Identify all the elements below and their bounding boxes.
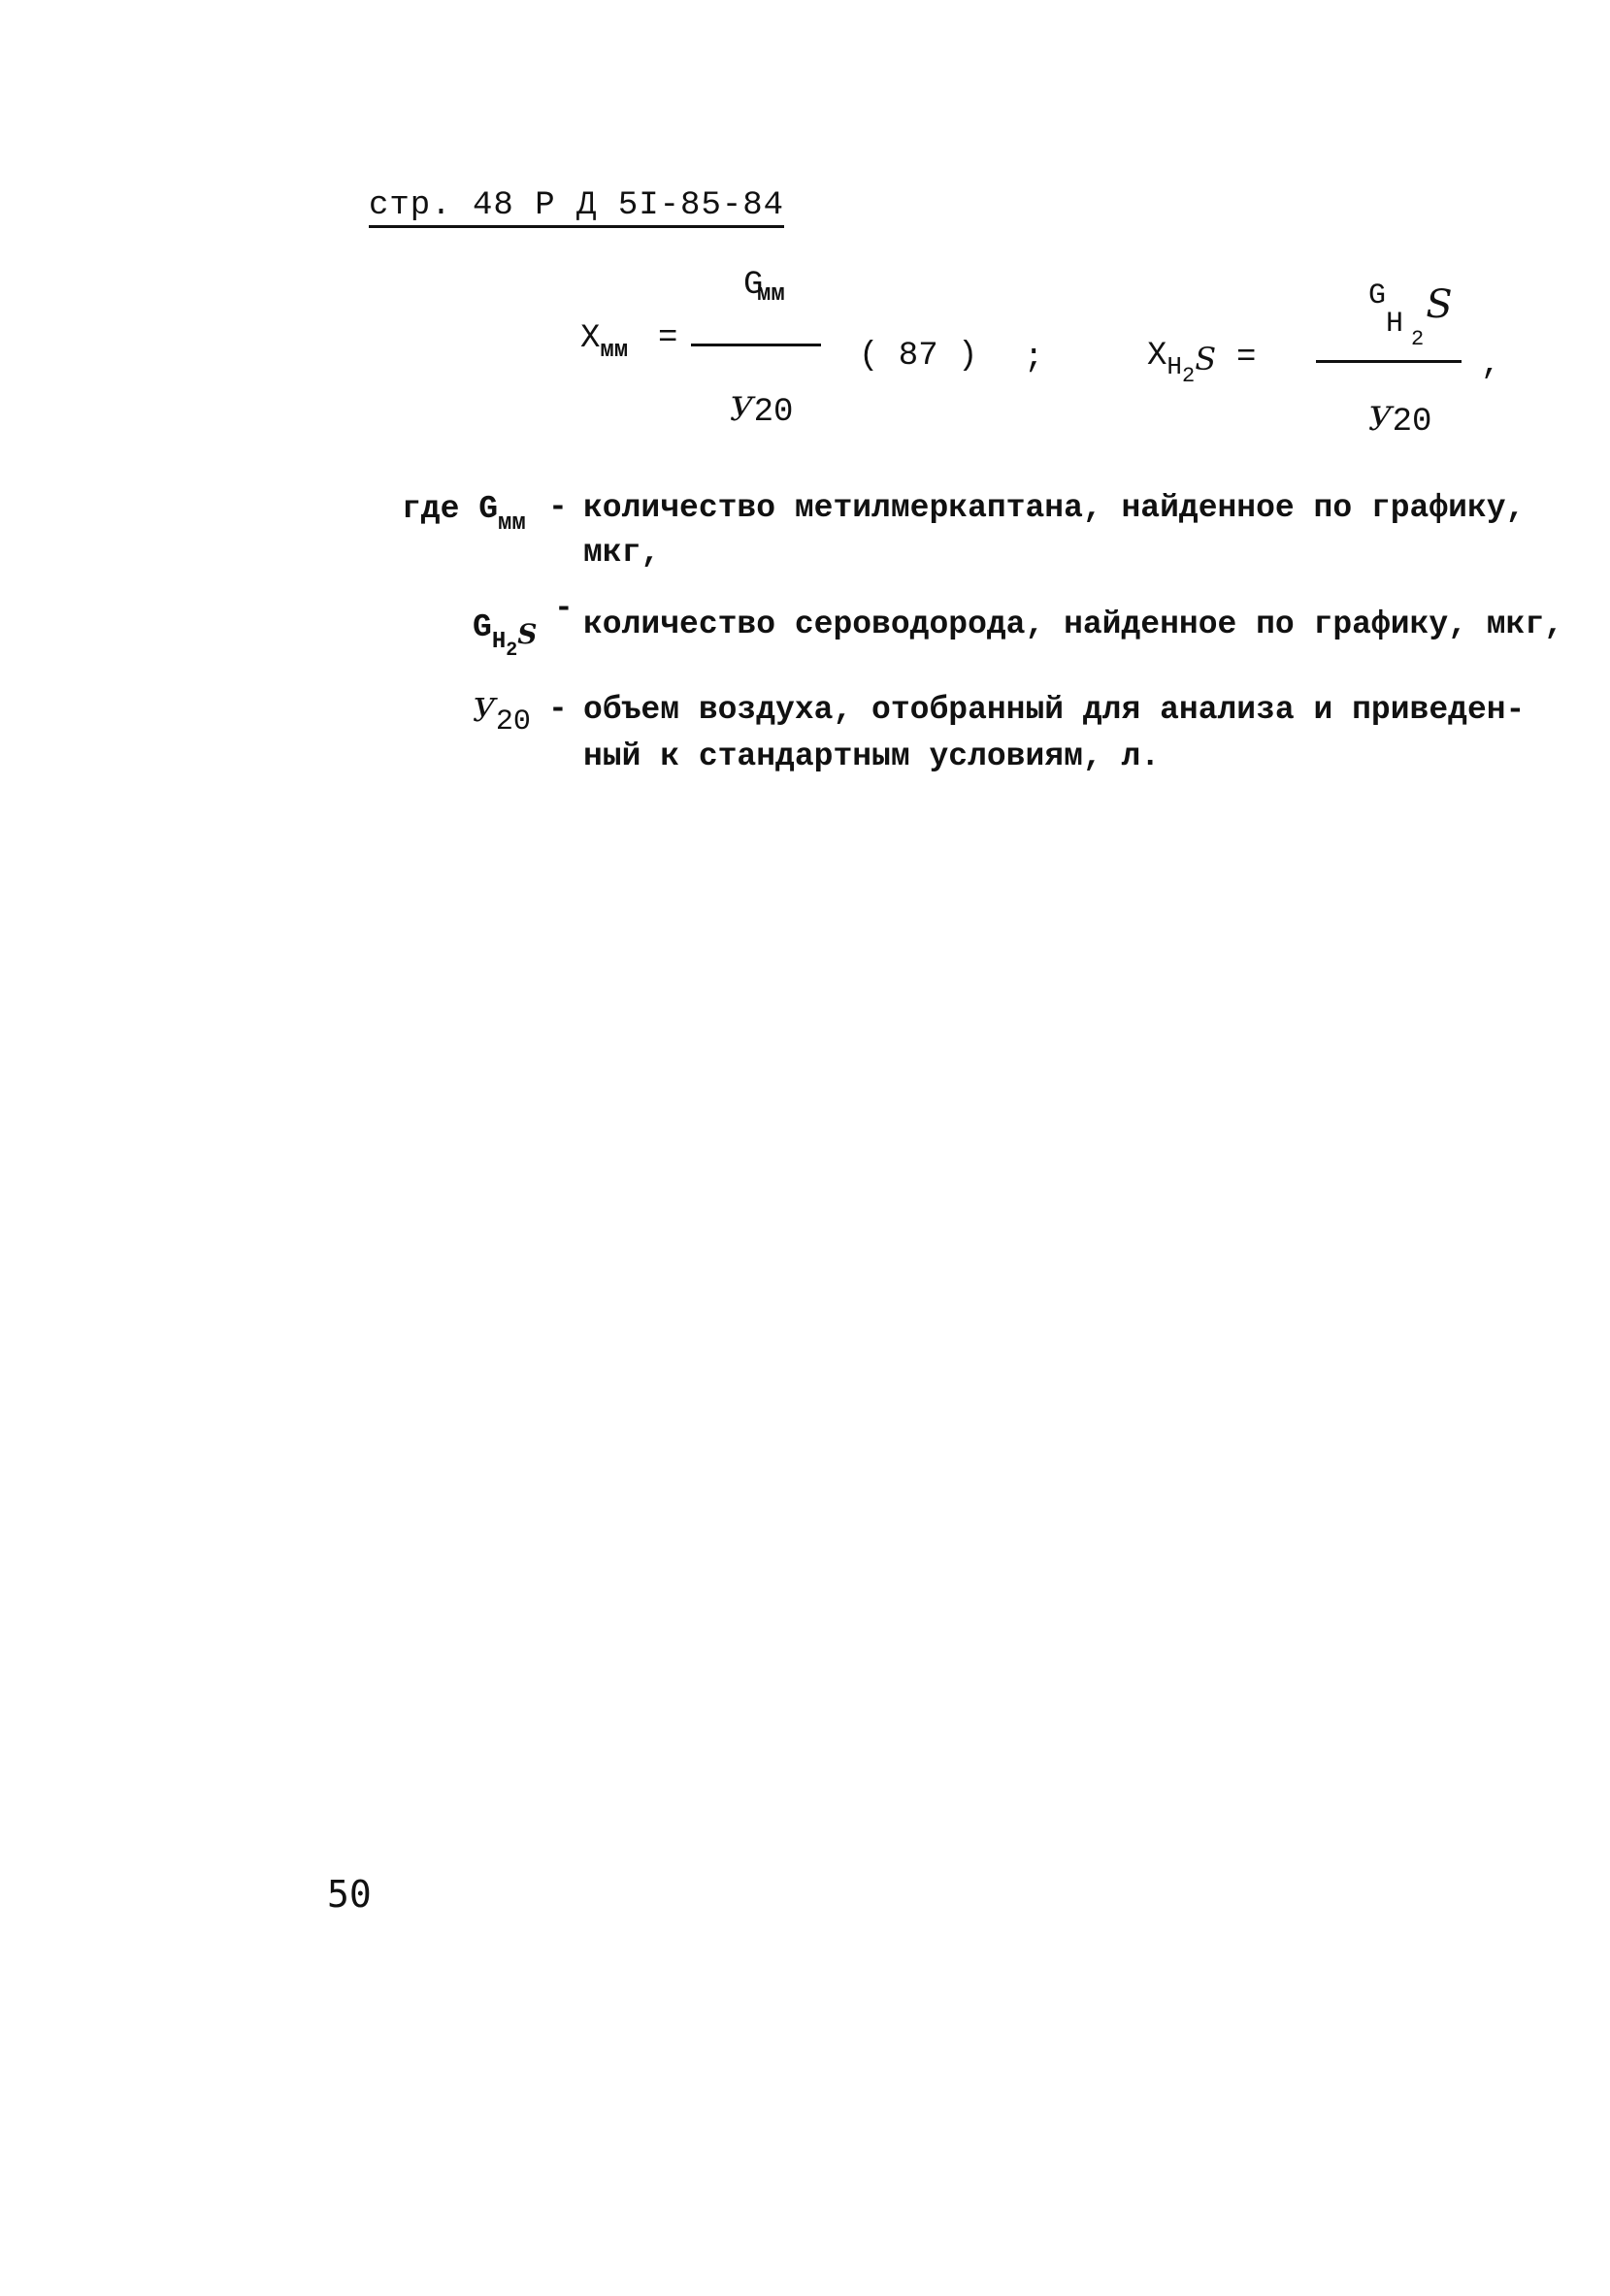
formula-xh2s-lhs-sub-h: H — [1166, 352, 1183, 381]
formula-xh2s-num-sub-h: H — [1386, 308, 1404, 341]
definition-h2s-text-line1: количество сероводорода, найденное по графику, мкг, — [583, 607, 1563, 642]
formula-xh2s-fraction-bar — [1316, 360, 1462, 363]
formula-xmm-den-symbol: У — [730, 390, 754, 429]
formula-xh2s-num-symbol: G — [1368, 279, 1387, 312]
formula-xh2s-numerator — [1368, 277, 1386, 313]
formula-xh2s-den-subscript: 20 — [1392, 404, 1432, 441]
definition-mm-text-line2: мкг, — [583, 535, 661, 571]
definition-h2s-symbol-text: G — [473, 609, 492, 645]
definition-mm-dash: - — [548, 489, 568, 525]
formula-xmm-fraction-bar — [691, 344, 821, 346]
definition-y20-text-line1: объем воздуха, отобранный для анализа и приведен- — [583, 692, 1526, 728]
definition-h2s-sub-2: 2 — [506, 640, 518, 662]
page-number: 50 — [327, 1873, 372, 1916]
formula-xh2s-num-subscript — [1386, 282, 1453, 351]
definition-h2s-symbol — [473, 607, 538, 662]
definition-y20-symbol-text: У — [473, 691, 496, 729]
formula-number: ( 87 ) — [859, 338, 978, 375]
formula-xmm-lhs-symbol: X — [580, 320, 601, 357]
formula-xh2s-den-symbol: У — [1368, 400, 1393, 439]
formula-xh2s-lhs-sub-2: 2 — [1182, 364, 1196, 388]
formula-xmm-lhs — [580, 320, 629, 364]
formula-xh2s-equals: = — [1236, 340, 1257, 377]
formula-xh2s-num-sub-s: S — [1426, 282, 1453, 327]
page-header: стр. 48 Р Д 5I-85-84 — [369, 187, 784, 228]
formula-xh2s-lhs-sub-s: S — [1195, 341, 1217, 377]
formula-xmm-equals: = — [658, 320, 678, 357]
formula-xh2s-lhs-symbol: X — [1147, 338, 1167, 375]
formula-xh2s-num-sub-2: 2 — [1411, 327, 1425, 351]
formula-xmm-den-subscript: 20 — [753, 394, 794, 431]
definition-y20-text-line2: ный к стандартным условиям, л. — [583, 738, 1161, 774]
formula-xh2s-denominator — [1368, 400, 1431, 441]
definition-h2s-sub-s: S — [517, 618, 538, 650]
formula-xh2s-lhs — [1147, 335, 1217, 388]
formula-xmm-num-symbol: G — [743, 267, 764, 304]
definition-y20-dash: - — [548, 691, 568, 727]
formula-xmm-lhs-subscript: мм — [600, 338, 629, 364]
formula-xmm-denominator — [730, 390, 793, 431]
definition-y20-symbol — [473, 691, 531, 738]
definition-mm-symbol — [402, 490, 526, 537]
definition-mm-text-line1: количество метилмеркаптана, найденное по графику, — [583, 490, 1526, 526]
definition-h2s-dash: - — [554, 590, 574, 626]
formula-separator: ; — [1024, 340, 1044, 377]
formula-xh2s-trailing-comma: , — [1481, 346, 1501, 383]
definition-mm-symbol-text: где G — [402, 491, 499, 527]
formula-xmm-num-subscript: мм — [757, 281, 785, 308]
definition-mm-symbol-subscript: мм — [498, 510, 526, 537]
definition-y20-symbol-subscript: 20 — [495, 705, 531, 738]
definition-h2s-sub-h: H — [491, 629, 507, 655]
